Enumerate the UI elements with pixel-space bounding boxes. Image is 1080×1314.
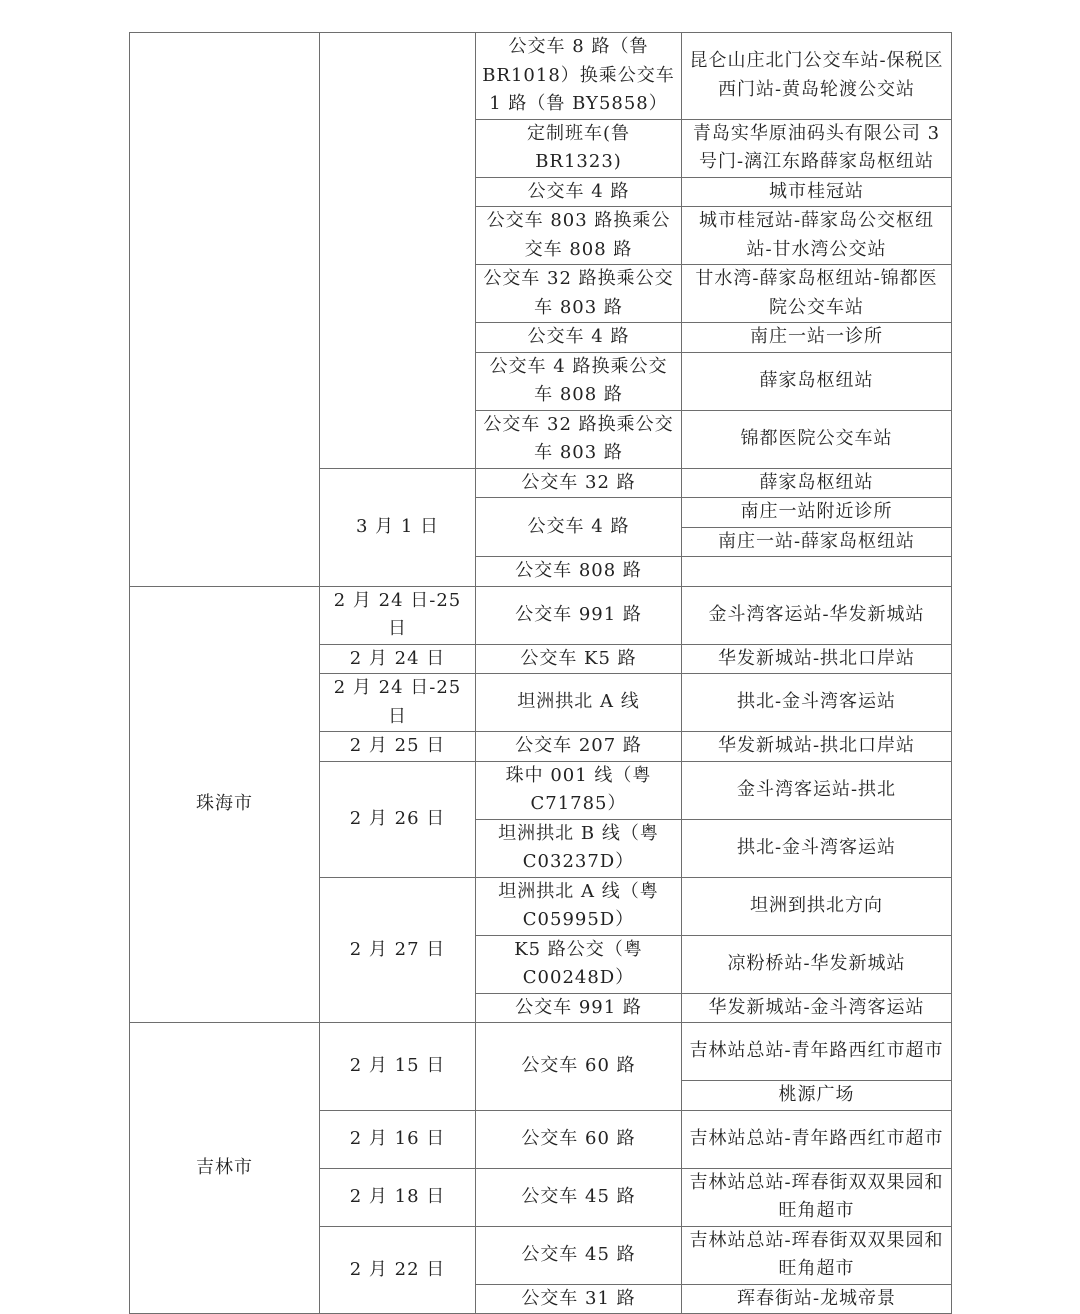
route-cell: 公交车 32 路	[476, 468, 682, 498]
route-cell: 公交车 45 路	[476, 1226, 682, 1284]
route-cell: 公交车 31 路	[476, 1284, 682, 1314]
route-cell: 公交车 4 路	[476, 323, 682, 353]
stops-cell: 薛家岛枢纽站	[682, 468, 952, 498]
table-row	[130, 33, 952, 120]
stops-cell: 昆仑山庄北门公交车站-保税区西门站-黄岛轮渡公交站	[682, 33, 952, 120]
route-cell: 公交车 4 路	[476, 177, 682, 207]
route-cell: 公交车 8 路（鲁 BR1018）换乘公交车 1 路（鲁 BY5858）	[476, 33, 682, 120]
stops-cell: 珲春街站-龙城帝景	[682, 1284, 952, 1314]
stops-cell: 南庄一站一诊所	[682, 323, 952, 353]
stops-cell: 南庄一站附近诊所	[682, 498, 952, 528]
stops-cell	[682, 557, 952, 587]
route-cell: 公交车 991 路	[476, 586, 682, 644]
route-cell: 公交车 32 路换乘公交车 803 路	[476, 265, 682, 323]
date-cell: 2 月 24 日	[320, 644, 476, 674]
stops-cell: 城市桂冠站-薛家岛公交枢纽站-甘水湾公交站	[682, 207, 952, 265]
stops-cell: 拱北-金斗湾客运站	[682, 819, 952, 877]
stops-cell: 桃源广场	[682, 1081, 952, 1111]
stops-cell: 吉林站总站-青年路西红市超市	[682, 1023, 952, 1081]
stops-cell: 金斗湾客运站-华发新城站	[682, 586, 952, 644]
route-cell: 公交车 4 路	[476, 498, 682, 557]
route-cell: 珠中 001 线（粤 C71785）	[476, 761, 682, 819]
stops-cell: 城市桂冠站	[682, 177, 952, 207]
stops-cell: 华发新城站-拱北口岸站	[682, 732, 952, 762]
route-cell: 定制班车(鲁 BR1323)	[476, 119, 682, 177]
date-cell: 2 月 27 日	[320, 877, 476, 1023]
date-cell: 2 月 15 日	[320, 1023, 476, 1111]
stops-cell: 坦洲到拱北方向	[682, 877, 952, 935]
stops-cell: 凉粉桥站-华发新城站	[682, 935, 952, 993]
transit-record-table	[129, 32, 952, 1314]
stops-cell: 华发新城站-拱北口岸站	[682, 644, 952, 674]
route-cell: 公交车 32 路换乘公交车 803 路	[476, 410, 682, 468]
date-cell: 3 月 1 日	[320, 468, 476, 586]
stops-cell: 锦都医院公交车站	[682, 410, 952, 468]
table-row	[130, 1023, 952, 1081]
stops-cell: 吉林站总站-珲春街双双果园和旺角超市	[682, 1168, 952, 1226]
stops-cell: 青岛实华原油码头有限公司 3 号门-漓江东路薛家岛枢纽站	[682, 119, 952, 177]
route-cell: 公交车 60 路	[476, 1023, 682, 1111]
route-cell: 公交车 808 路	[476, 557, 682, 587]
stops-cell: 薛家岛枢纽站	[682, 352, 952, 410]
route-cell: 公交车 45 路	[476, 1168, 682, 1226]
city-cell: 珠海市	[130, 586, 320, 1023]
city-cell: 吉林市	[130, 1023, 320, 1314]
date-cell: 2 月 26 日	[320, 761, 476, 877]
city-cell	[130, 33, 320, 587]
route-cell: 公交车 4 路换乘公交车 808 路	[476, 352, 682, 410]
stops-cell: 吉林站总站-珲春街双双果园和旺角超市	[682, 1226, 952, 1284]
date-cell	[320, 33, 476, 469]
route-cell: 公交车 207 路	[476, 732, 682, 762]
stops-cell: 拱北-金斗湾客运站	[682, 674, 952, 732]
date-cell: 2 月 25 日	[320, 732, 476, 762]
stops-cell: 华发新城站-金斗湾客运站	[682, 993, 952, 1023]
transit-record-sheet	[129, 32, 951, 1314]
route-cell: K5 路公交（粤 C00248D）	[476, 935, 682, 993]
stops-cell: 吉林站总站-青年路西红市超市	[682, 1110, 952, 1168]
date-cell: 2 月 24 日-25 日	[320, 674, 476, 732]
stops-cell: 金斗湾客运站-拱北	[682, 761, 952, 819]
date-cell: 2 月 16 日	[320, 1110, 476, 1168]
route-cell: 坦洲拱北 A 线（粤 C05995D）	[476, 877, 682, 935]
route-cell: 坦洲拱北 B 线（粤 C03237D）	[476, 819, 682, 877]
stops-cell: 南庄一站-薛家岛枢纽站	[682, 527, 952, 557]
route-cell: 公交车 60 路	[476, 1110, 682, 1168]
date-cell: 2 月 22 日	[320, 1226, 476, 1314]
route-cell: 坦洲拱北 A 线	[476, 674, 682, 732]
table-row	[130, 586, 952, 644]
route-cell: 公交车 K5 路	[476, 644, 682, 674]
date-cell: 2 月 18 日	[320, 1168, 476, 1226]
route-cell: 公交车 991 路	[476, 993, 682, 1023]
date-cell: 2 月 24 日-25 日	[320, 586, 476, 644]
route-cell: 公交车 803 路换乘公交车 808 路	[476, 207, 682, 265]
stops-cell: 甘水湾-薛家岛枢纽站-锦都医院公交车站	[682, 265, 952, 323]
